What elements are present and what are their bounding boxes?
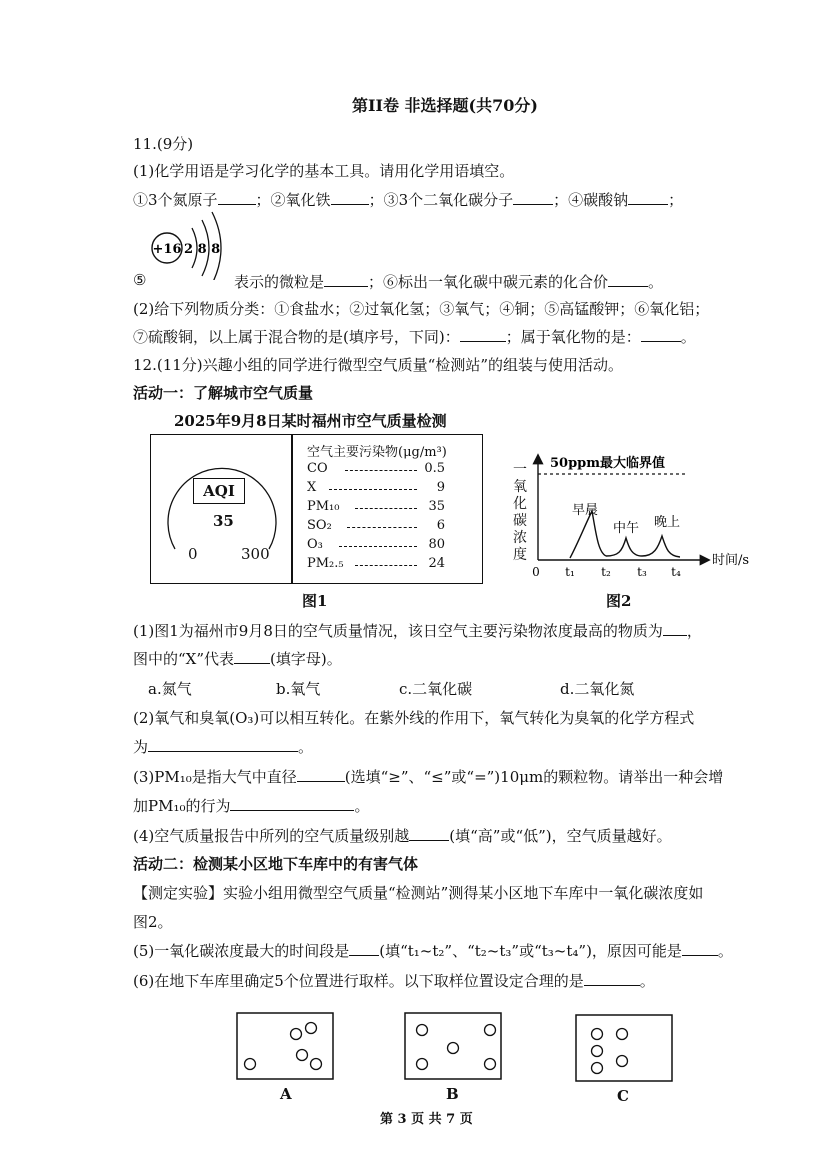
- figure2-caption: 图2: [606, 592, 632, 610]
- pollutant-value: 80: [428, 537, 445, 552]
- tick-t2: t₂: [601, 565, 611, 579]
- threshold-label: 50ppm最大临界值: [550, 456, 666, 471]
- figure1-panel: [150, 434, 483, 584]
- answer-blank[interactable]: [331, 190, 369, 205]
- sample-point: [485, 1025, 496, 1036]
- tick-t1: t₁: [565, 565, 575, 579]
- figure2-co-graph: [508, 448, 778, 588]
- q2b-text: 为: [133, 738, 149, 756]
- pollutant-row: [307, 499, 447, 518]
- answer-blank[interactable]: [234, 649, 270, 664]
- pollutant-name: CO: [307, 461, 328, 476]
- aqi-max: 300: [241, 545, 270, 563]
- q11-item5-row: [234, 271, 663, 292]
- sample-point: [617, 1029, 628, 1040]
- sample-point: [297, 1050, 308, 1061]
- q12-part1-line1: [133, 620, 702, 641]
- experiment-line1: 【测定实验】实验小组用微型空气质量“检测站”测得某小区地下车库中一氧化碳浓度如: [133, 884, 704, 902]
- item4-text: ；④碳酸钠: [553, 191, 629, 209]
- answer-blank[interactable]: [628, 190, 668, 205]
- pollutant-row: [307, 518, 447, 537]
- q11-header: 11.(9分): [133, 135, 194, 153]
- q1b-text: 图中的“X”代表: [133, 650, 235, 668]
- line-end: 。: [680, 328, 696, 346]
- q11-items-row: [133, 189, 683, 210]
- pollutant-value: 24: [428, 556, 445, 571]
- option-c[interactable]: c.二氧化碳: [399, 680, 473, 698]
- evening-peak-curve: [642, 536, 680, 557]
- answer-blank[interactable]: [148, 737, 298, 752]
- shell-electrons: 2 8 8: [184, 242, 221, 257]
- pollutant-name: O₃: [307, 537, 323, 552]
- pollutant-name: SO₂: [307, 518, 332, 533]
- leader-dashes: [339, 546, 417, 547]
- oxide-question: ；属于氧化物的是：: [505, 328, 641, 346]
- answer-blank[interactable]: [663, 621, 687, 636]
- figure1-title: 2025年9月8日某时福州市空气质量检测: [174, 412, 447, 430]
- origin-label: 0: [532, 565, 540, 579]
- q5-text-mid: (填“t₁~t₂”、“t₂~t₃”或“t₃~t₄”)，原因可能是: [379, 942, 682, 960]
- q12-part5: [133, 940, 733, 961]
- sample-point: [291, 1029, 302, 1040]
- q12-part3-line1: [133, 766, 723, 787]
- sampling-label-c: C: [617, 1087, 629, 1105]
- y-axis-label: 一氧化碳浓度: [513, 462, 527, 563]
- q3-text-end: (选填“≥”、“≤”或“=”)10μm的颗粒物。请举出一种会增: [344, 768, 724, 786]
- leader-dashes: [329, 489, 417, 490]
- answer-blank[interactable]: [297, 767, 345, 782]
- sample-point: [592, 1029, 603, 1040]
- q12-part2-line1: (2)氧气和臭氧(O₃)可以相互转化。在紫外线的作用下，氧气转化为臭氧的化学方程式: [133, 709, 695, 727]
- pollutant-name: X: [307, 480, 317, 495]
- leader-dashes: [345, 470, 417, 471]
- item1-text: ①3个氮原子: [133, 191, 218, 209]
- nucleus-charge: +16: [152, 242, 182, 257]
- peak-label-noon: 中午: [613, 521, 640, 536]
- q12-part6: [133, 970, 655, 991]
- noon-peak-curve: [606, 538, 642, 556]
- item5-text: 表示的微粒是: [234, 273, 325, 291]
- answer-blank[interactable]: [409, 826, 449, 841]
- sample-point: [245, 1059, 256, 1070]
- line-end: 。: [717, 942, 733, 960]
- option-b[interactable]: b.氧气: [276, 680, 321, 698]
- q1b-end: (填字母)。: [270, 650, 342, 668]
- answer-blank[interactable]: [324, 272, 368, 287]
- q3-text: (3)PM₁₀是指大气中直径: [133, 768, 297, 786]
- option-d[interactable]: d.二氧化氮: [560, 680, 635, 698]
- pollutant-value: 0.5: [424, 461, 445, 476]
- q3b-text: 加PM₁₀的行为: [133, 797, 231, 815]
- pollutant-row: [307, 537, 447, 556]
- answer-blank[interactable]: [513, 190, 553, 205]
- activity2-heading: 活动二：检测某小区地下车库中的有害气体: [133, 855, 419, 873]
- sample-point: [592, 1063, 603, 1074]
- sampling-label-a: A: [280, 1085, 292, 1103]
- answer-blank[interactable]: [584, 971, 640, 986]
- q12-part4: [133, 825, 672, 846]
- pollutant-value: 6: [436, 518, 445, 533]
- aqi-min: 0: [188, 545, 198, 563]
- q11-part1-intro: (1)化学用语是学习化学的基本工具。请用化学用语填空。: [133, 162, 515, 180]
- mixture-question: ⑦硫酸铜，以上属于混合物的是(填序号，下同)：: [133, 328, 460, 346]
- pollutant-row: [307, 556, 447, 575]
- sample-point: [311, 1059, 322, 1070]
- line-end: 。: [639, 972, 655, 990]
- peak-label-morning: 早晨: [572, 503, 599, 518]
- item6-end: 。: [648, 273, 664, 291]
- pollutant-row: [307, 461, 447, 480]
- sampling-option-b[interactable]: [404, 1012, 504, 1082]
- line-end: 。: [354, 797, 370, 815]
- sample-point: [485, 1059, 496, 1070]
- pollutant-name: PM₁₀: [307, 499, 340, 514]
- leader-dashes: [347, 527, 417, 528]
- tick-t4: t₄: [671, 565, 681, 579]
- q12-header: 12.(11分)兴趣小组的同学进行微型空气质量“检测站”的组装与使用活动。: [133, 356, 623, 374]
- item5-number: ⑤: [133, 271, 147, 289]
- pollutant-row: [307, 480, 447, 499]
- section-title: 第II卷 非选择题(共70分): [352, 96, 538, 115]
- x-axis-label: 时间/s: [712, 553, 750, 568]
- line-end: ，: [686, 622, 702, 640]
- sample-point: [417, 1059, 428, 1070]
- pollutants-list: [307, 461, 447, 575]
- answer-blank[interactable]: [641, 327, 681, 342]
- sampling-option-a[interactable]: [236, 1012, 336, 1082]
- page-footer: 第 3 页 共 7 页: [380, 1112, 473, 1127]
- tick-t3: t₃: [637, 565, 647, 579]
- leader-dashes: [355, 508, 417, 509]
- item3-text: ；③3个二氧化碳分子: [368, 191, 514, 209]
- sample-point: [448, 1043, 459, 1054]
- answer-blank[interactable]: [218, 190, 256, 205]
- sampling-option-c[interactable]: [575, 1014, 675, 1084]
- morning-peak-curve: [570, 511, 606, 558]
- item6-text: ；⑥标出一氧化碳中碳元素的化合价: [368, 273, 609, 291]
- answer-blank[interactable]: [608, 272, 648, 287]
- answer-blank[interactable]: [349, 941, 379, 956]
- option-a[interactable]: a.氮气: [148, 680, 192, 698]
- q12-part2-line2: [133, 736, 313, 757]
- answer-blank[interactable]: [230, 796, 354, 811]
- experiment-line2: 图2。: [133, 913, 173, 931]
- q11-part2-line2: [133, 326, 696, 347]
- aqi-label-box: AQI: [193, 478, 245, 504]
- q6-text: (6)在地下车库里确定5个位置进行取样。以下取样位置设定合理的是: [133, 972, 584, 990]
- peak-label-evening: 晚上: [654, 515, 681, 530]
- pollutant-name: PM₂.₅: [307, 556, 344, 571]
- pollutants-header: 空气主要污染物(μg/m³): [307, 445, 447, 460]
- pollutant-value: 35: [428, 499, 445, 514]
- sampling-label-b: B: [446, 1085, 459, 1103]
- q4-text: (4)空气质量报告中所列的空气质量级别越: [133, 827, 410, 845]
- figure1-divider: [291, 435, 293, 583]
- q1-text: (1)图1为福州市9月8日的空气质量情况，该日空气主要污染物浓度最高的物质为: [133, 622, 663, 640]
- aqi-value: 35: [213, 512, 234, 530]
- sample-point: [592, 1046, 603, 1057]
- q11-part2: (2)给下列物质分类：①食盐水；②过氧化氢；③氧气；④铜；⑤高锰酸钾；⑥氧化铝；: [133, 300, 710, 318]
- figure1-caption: 图1: [302, 592, 328, 610]
- sample-point: [617, 1056, 628, 1067]
- activity1-heading: 活动一：了解城市空气质量: [133, 384, 314, 402]
- item4-end: ；: [668, 191, 684, 209]
- atom-structure-diagram: [140, 210, 240, 280]
- line-end: 。: [298, 738, 314, 756]
- q5-text: (5)一氧化碳浓度最大的时间段是: [133, 942, 350, 960]
- q12-part1-line2: [133, 648, 342, 669]
- answer-blank[interactable]: [682, 941, 718, 956]
- leader-dashes: [355, 565, 417, 566]
- item2-text: ；②氧化铁: [255, 191, 331, 209]
- q4-text-end: (填“高”或“低”)，空气质量越好。: [449, 827, 672, 845]
- sample-point: [306, 1023, 317, 1034]
- sample-point: [417, 1025, 428, 1036]
- pollutant-value: 9: [436, 480, 445, 495]
- answer-blank[interactable]: [460, 327, 506, 342]
- q12-part3-line2: [133, 795, 370, 816]
